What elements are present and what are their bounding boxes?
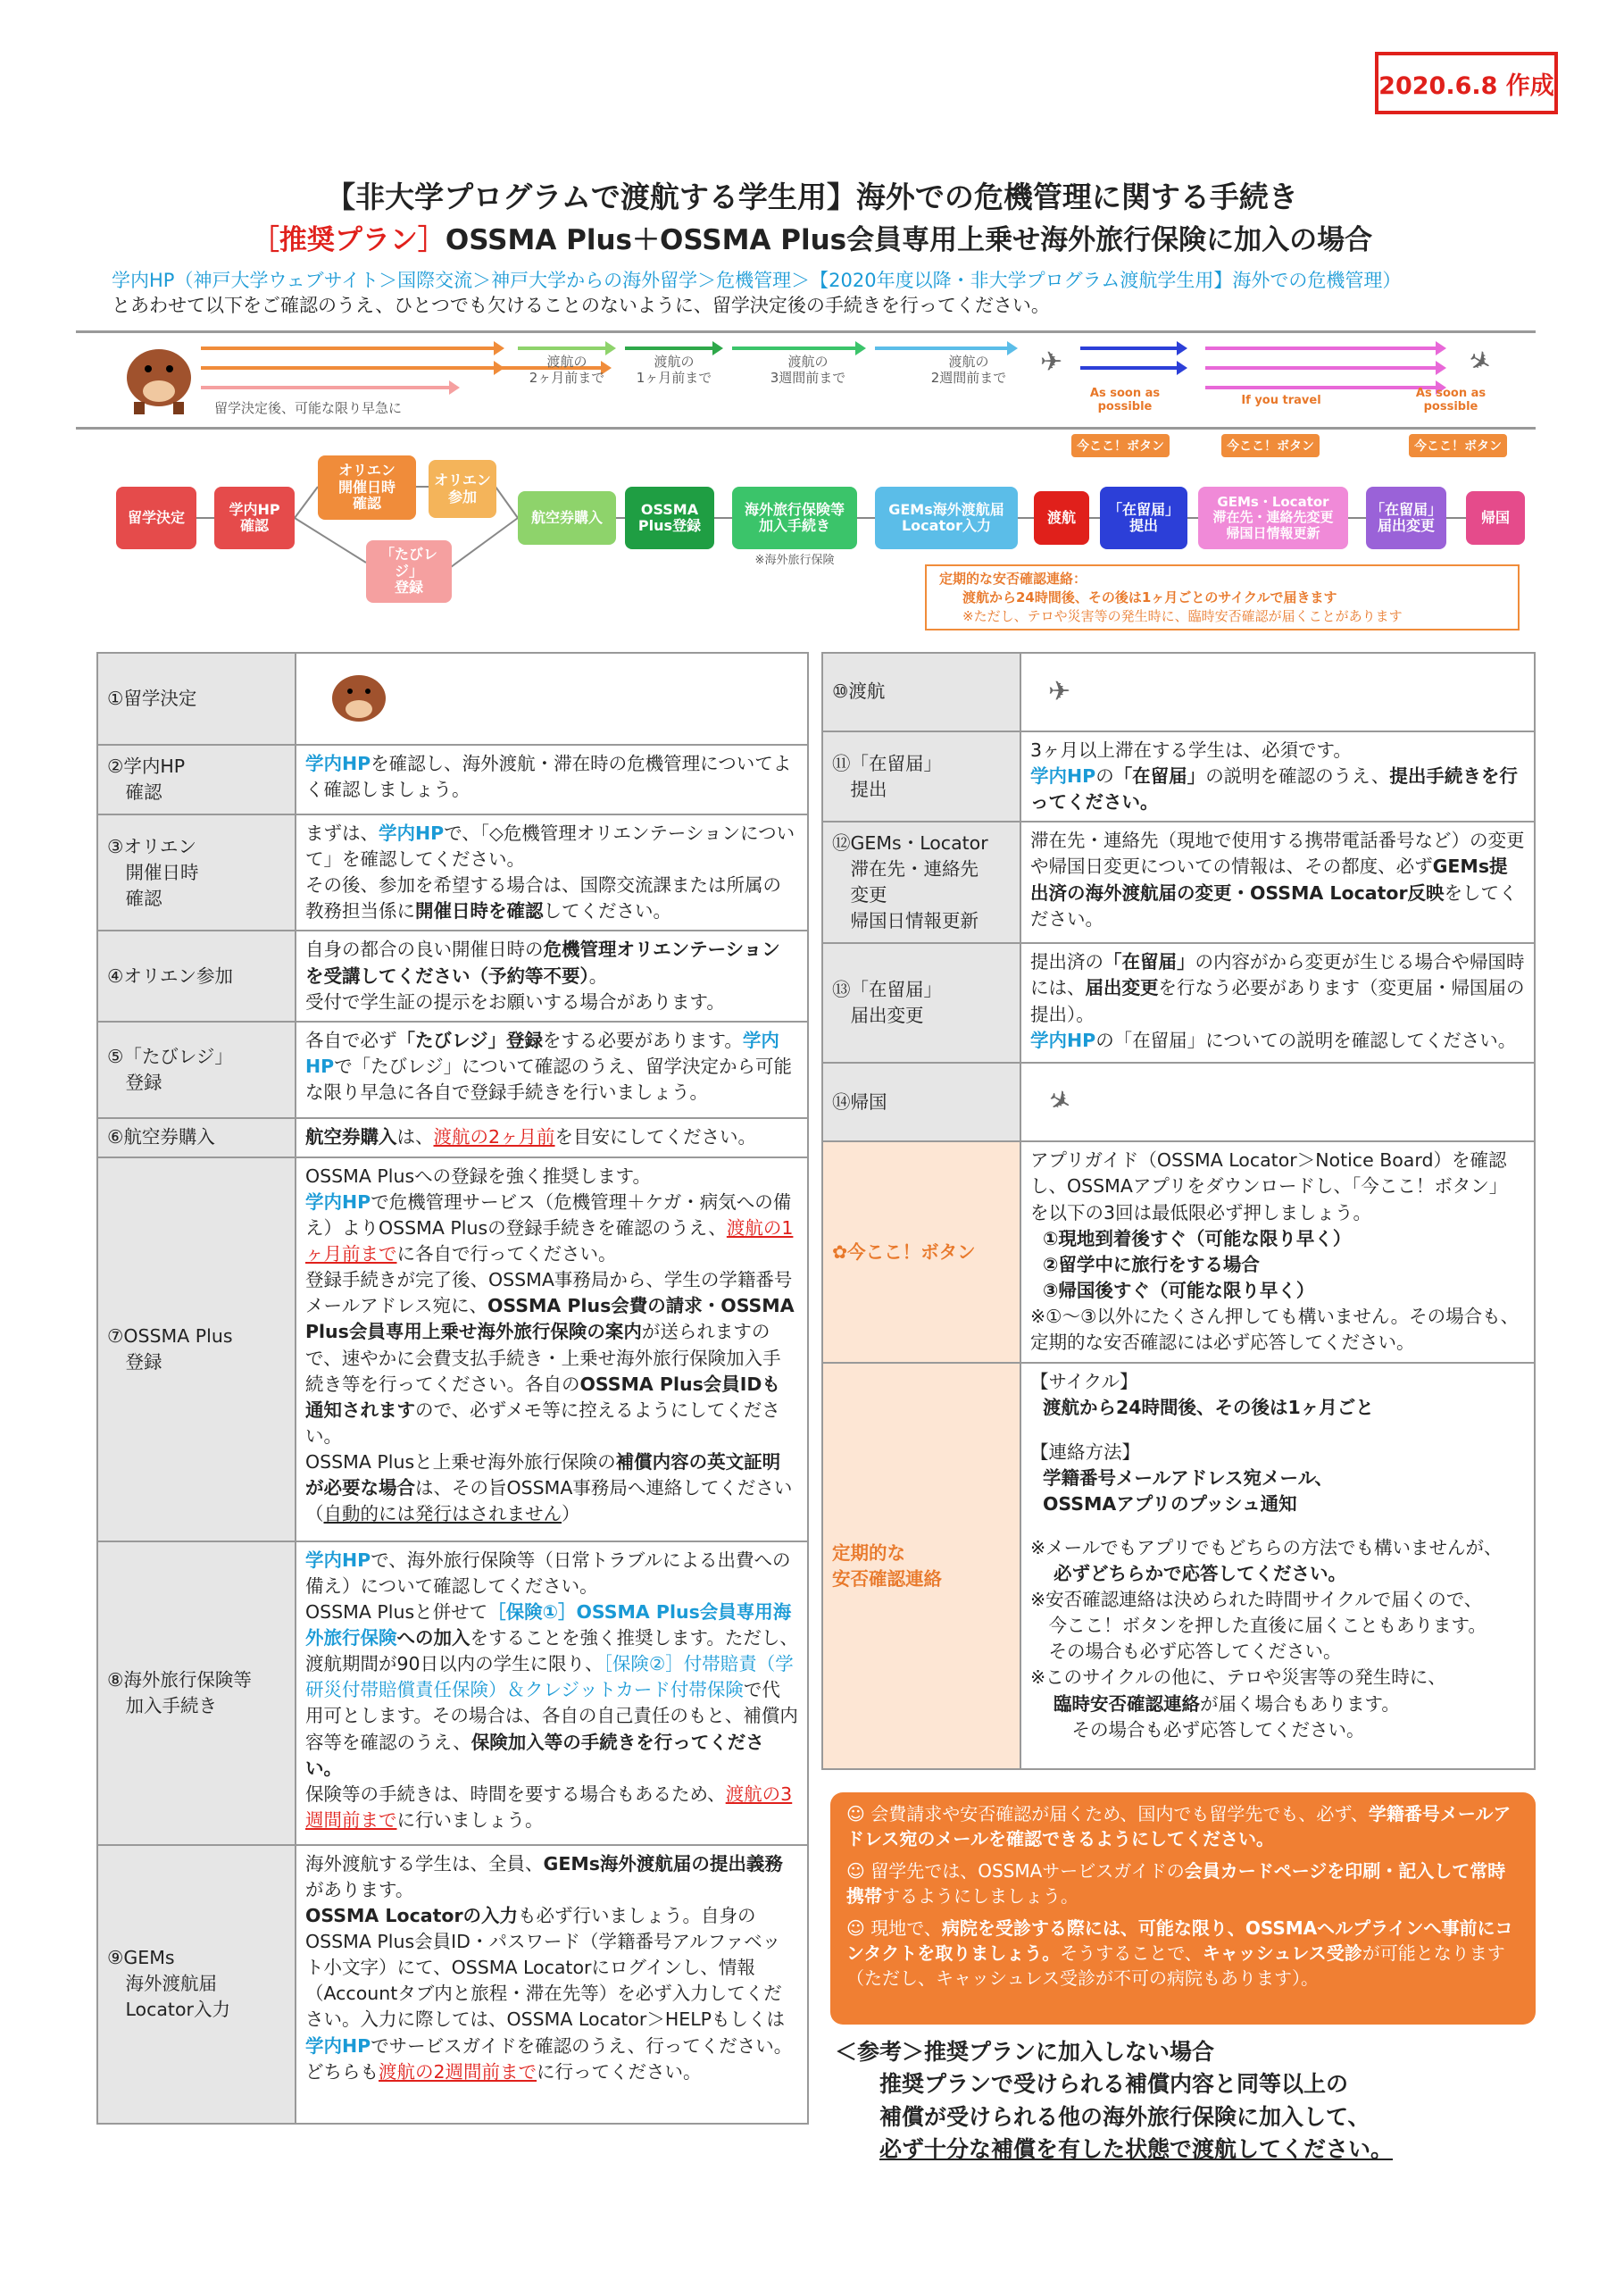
cell-text: で代用可とします。その場合は、各自の自己責任のもと、補償内容等を確認のうえ、	[305, 1679, 798, 1753]
cell-text: をする必要があります。	[543, 1029, 743, 1051]
flow-gems-locator: GEMs海外渡航届 Locator入力	[875, 487, 1018, 549]
reference-line: 推奨プランで受けられる補償内容と同等以上の	[879, 2071, 1349, 2098]
cell-text: の「在留届」についての説明を確認してください。	[1095, 1029, 1517, 1051]
boar-mascot-icon	[323, 659, 395, 731]
plane-return-icon: ✈	[1462, 343, 1498, 381]
tip-text-bold: 会員カードページを印刷・記入して常時携帯	[846, 1860, 1506, 1907]
table-row	[97, 1157, 808, 1541]
safety-check-note	[925, 564, 1520, 630]
tip-text: が可能となります（ただし、キャッシュレス受診が不可の病院もあります）。	[846, 1942, 1505, 1989]
table-row	[97, 1845, 808, 2124]
flow-hp-check: 学内HP 確認	[214, 487, 295, 549]
flow-insurance: 海外旅行保険等 加入手続き	[732, 487, 857, 549]
hp-path-link[interactable]: 学内HP（神戸大学ウェブサイト＞国際交流＞神戸大学からの海外留学＞危機管理＞【2020年度以降・非大学プログラム渡航学生用】海外での危機管理）	[112, 270, 1402, 291]
safety-note-cycle: 渡航から24時間後、その後は1ヶ月ごとのサイクルで届きます	[962, 589, 1337, 605]
reference-line: 必ず十分な補償を有した状態で渡航してください。	[879, 2135, 1394, 2162]
insurance-2-label: ［保険②］付帯賠責（学研災付帯賠償責任保険）＆クレジットカード付帯保険	[305, 1653, 794, 1701]
cell-text: 提出済の	[1030, 951, 1103, 973]
deadline-text: 渡航の2ヶ月前	[433, 1125, 555, 1148]
recommended-plan-label: ［推奨プラン］	[251, 224, 446, 256]
cell-text-bold: 保険加入等の手続きを行ってください。	[305, 1731, 764, 1779]
row-label: ⑧海外旅行保険等 加入手続き	[97, 1541, 296, 1845]
cell-text: の内容がから変更が生じる場合や帰国時には、	[1030, 951, 1525, 999]
timeline-1month: 渡航の 1ヶ月前まで	[636, 354, 712, 386]
flow-residence-change: 「在留届」 届出変更	[1366, 487, 1446, 549]
plane-return-icon: ✈	[1042, 1082, 1078, 1122]
asap-label-1: As soon as possible	[1089, 387, 1161, 413]
cell-text-bold: 開催日時を確認	[415, 900, 544, 923]
table-row	[97, 1118, 808, 1157]
row-label: ④オリエン参加	[97, 931, 296, 1021]
table-row	[97, 745, 808, 814]
cell-text-bold: 補償内容の英文証明が必要な場合	[305, 1450, 781, 1499]
reference-heading: ＜参考＞推奨プランに加入しない場合	[835, 2039, 1215, 2065]
table-row	[97, 653, 808, 745]
plane-depart-icon: ✈	[1048, 675, 1071, 707]
cell-text-bold: 臨時安否確認連絡	[1054, 1692, 1200, 1715]
cell-text: は、	[396, 1125, 434, 1148]
imakoko-timing-3: ③帰国後すぐ（可能な限り早く）	[1043, 1279, 1315, 1301]
tip-2	[846, 1858, 1520, 1908]
row-label: ③オリエン 開催日時 確認	[97, 814, 296, 931]
row-label: ⑪「在留届」 提出	[822, 731, 1020, 822]
cell-text: も必ず行いましょう。自身のOSSMA Plus会員ID・パスワード（学籍番号アルファベット小文字）にて、OSSMA Locatorにログインし、情報（Accountタブ内と旅程・滞在先等）を必ず入力してください。入力に際しては、OSSMA Locator＞HELPもしくは	[305, 1904, 785, 2031]
hp-link[interactable]: 学内HP	[305, 2034, 371, 2057]
cell-text-bold: 「在留届」	[1113, 765, 1206, 788]
reference-note	[835, 2036, 1393, 2166]
cell-text: に各自で行ってください。 登録手続きが完了後、OSSMA事務局から、学生の学籍番号メールアドレス宛に、	[305, 1243, 793, 1317]
tip-text-bold: 病院を受診する際には、可能な限り、OSSMAヘルプラインへ事前にコンタクトを取りましょう。	[846, 1917, 1513, 1964]
row-label: ⑦OSSMA Plus 登録	[97, 1157, 296, 1541]
table-row	[97, 814, 808, 931]
cell-text: を目安にしてください。	[554, 1125, 757, 1148]
cell-text: 保険等の手続きは、時間を要する場合もあるため、	[305, 1783, 726, 1805]
right-procedure-table	[821, 652, 1536, 1770]
hp-link[interactable]: 学内HP	[305, 1549, 371, 1571]
flow-orientation-date: オリエン 開催日時 確認	[318, 455, 416, 520]
hp-link[interactable]: 学内HP	[305, 753, 371, 774]
flow-air-ticket: 航空券購入	[518, 491, 616, 545]
cell-text: があります。	[305, 1878, 414, 1900]
cell-text: の説明を確認のうえ、	[1205, 765, 1390, 788]
cell-text: してください。	[543, 900, 671, 923]
cell-text-bold: 必ずどちらかで応答してください。	[1054, 1562, 1346, 1584]
method-heading: 【連絡方法】	[1030, 1440, 1140, 1463]
cell-text-bold: OSSMA Plus会員IDも通知されます	[305, 1373, 780, 1421]
imakoko-timing-1: ①現地到着後すぐ（可能な限り早く）	[1043, 1227, 1352, 1249]
cell-text-bold: GEMs提出済の海外渡航届の変更・OSSMA Locator反映	[1030, 856, 1508, 904]
cell-text: ※メールでもアプリでもどちらの方法でも構いませんが、	[1030, 1536, 1503, 1558]
row-label: ⑬「在留届」 届出変更	[822, 943, 1020, 1063]
cell-text: 3ヶ月以上滞在する学生は、必須です。	[1030, 739, 1352, 761]
table-row	[97, 931, 808, 1021]
cell-text-bold: OSSMA Plus会費の請求・OSSMA Plus会員専用上乗せ海外旅行保険の案内	[305, 1295, 795, 1343]
cell-text: をすることを強く推奨します。ただし、渡航期間が90日以内の学生に限り、	[305, 1627, 798, 1675]
flow-insurance-note: ※海外旅行保険	[754, 554, 835, 567]
hp-link[interactable]: 学内HP	[305, 1029, 779, 1077]
cell-text: に行いましょう。	[396, 1808, 544, 1831]
imakoko-button-3[interactable]: 今ここ！ボタン	[1409, 434, 1507, 457]
row-label-imakoko: ✿今ここ！ボタン	[822, 1141, 1020, 1363]
cell-text-bold: OSSMA Locatorの入力	[305, 1904, 519, 1926]
imakoko-timing-2: ②留学中に旅行をする場合	[1043, 1253, 1260, 1275]
cell-text: 滞在先・連絡先（現地で使用する携帯電話番号など）の変更や帰国日変更についての情報は、その都度、必ず	[1030, 830, 1525, 878]
timeline-asap: 留学決定後、可能な限り早急に	[214, 400, 403, 416]
row-label-safety: 定期的な 安否確認連絡	[822, 1363, 1020, 1769]
table-row	[822, 943, 1535, 1063]
smile-icon: ☺	[846, 1860, 871, 1882]
tip-1	[846, 1801, 1520, 1851]
tip-text: 留学先では、OSSMAサービスガイドの	[870, 1860, 1185, 1882]
cycle-heading: 【サイクル】	[1030, 1371, 1138, 1393]
cell-text: 海外渡航する学生は、全員、	[305, 1852, 544, 1875]
cell-text: 。 受付で学生証の提示をお願いする場合があります。	[305, 964, 725, 1013]
tip-text: するようにしましょう。	[882, 1885, 1079, 1907]
cell-text: で、「◇危機管理オリエンテーションについて」を確認してください。 その後、参加を希望する場合は、国際交流課または所属の教務担当係に	[305, 823, 795, 923]
cycle-value: 渡航から24時間後、その後は1ヶ月ごと	[1043, 1397, 1374, 1419]
flow-ossma-plus: OSSMA Plus登録	[625, 487, 714, 549]
plane-depart-icon: ✈	[1040, 347, 1063, 378]
timeline-2weeks: 渡航の 2週間前まで	[930, 354, 1007, 386]
cell-text: 自身の都合の良い開催日時の	[305, 939, 544, 961]
cell-text: で「たびレジ」について確認のうえ、留学決定から可能な限り早急に各自で登録手続きを行いましょう。	[305, 1055, 792, 1103]
deadline-text: 渡航の1ヶ月前まで	[305, 1216, 794, 1265]
cell-text-bold: GEMs海外渡航届の提出義務	[543, 1852, 783, 1875]
cell-text: が送られますので、速やかに会費支払手続き・上乗せ海外旅行保険加入手続き等を行ってください。各自の	[305, 1321, 781, 1395]
tip-text: 会費請求や安否確認が届くため、国内でも留学先でも、必ず、	[870, 1803, 1369, 1825]
tip-text-bold: キャッシュレス受診	[1202, 1942, 1362, 1964]
row-label: ⑭帰国	[822, 1063, 1020, 1141]
cell-text: を確認し、海外渡航・滞在時の危機管理についてよく確認しましょう。	[305, 753, 792, 801]
page-title: 【非大学プログラムで渡航する学生用】海外での危機管理に関する手続き	[326, 180, 1298, 214]
table-row	[822, 1063, 1535, 1141]
method-value: 学籍番号メールアドレス宛メール、 OSSMAアプリのプッシュ通知	[1043, 1466, 1333, 1515]
cell-text: まずは、	[305, 823, 379, 844]
row-label: ⑨GEMs 海外渡航届 Locator入力	[97, 1845, 296, 2124]
cell-text-bold: 航空券購入	[305, 1125, 397, 1148]
cell-text: ）	[562, 1503, 580, 1525]
flow-departure: 渡航	[1034, 491, 1089, 545]
flow-gems-update: GEMs・Locator 滞在先・連絡先変更 帰国日情報更新	[1198, 487, 1348, 549]
insurance-1-label: ［保険①］OSSMA Plus会員専用海外旅行保険	[305, 1600, 792, 1649]
timeline-2months: 渡航の 2ヶ月前まで	[529, 354, 605, 386]
cell-text: ので、必ずメモ等に控えるようにしてください。 OSSMA Plusと上乗せ海外旅行保険の	[305, 1399, 780, 1473]
table-row	[822, 1141, 1535, 1363]
table-row	[822, 1363, 1535, 1769]
tip-text: そうすることで、	[1060, 1942, 1203, 1964]
flow-residence-report: 「在留届」 提出	[1100, 487, 1187, 549]
row-label: ⑫GEMs・Locator 滞在先・連絡先 変更 帰国日情報更新	[822, 822, 1020, 943]
flow-orientation-join: オリエン 参加	[429, 460, 496, 518]
deadline-text: 渡航の2週間前まで	[379, 2060, 537, 2083]
tip-3	[846, 1916, 1520, 1991]
smile-icon: ☺	[846, 1917, 871, 1939]
row-label: ⑥航空券購入	[97, 1118, 296, 1157]
plan-name: OSSMA Plus＋OSSMA Plus会員専用上乗せ海外旅行保険に加入の場合	[445, 224, 1373, 256]
cell-text-bold: 危機管理オリエンテーションを受講してください（予約等不要）	[305, 939, 780, 987]
cell-text: で、海外旅行保険等（日常トラブルによる出費への備え）について確認してください。 OSSMA Plusと併せて	[305, 1549, 791, 1623]
cell-text-bold: 提出手続きを行ってください。	[1030, 765, 1518, 814]
row-label: ②学内HP 確認	[97, 745, 296, 814]
safety-note-title: 定期的な安否確認連絡：	[939, 571, 1087, 587]
if-you-travel-label: If you travel	[1241, 394, 1321, 407]
table-row	[822, 653, 1535, 731]
left-procedure-table	[96, 652, 809, 2125]
hp-link[interactable]: 学内HP	[379, 823, 445, 844]
imakoko-button-1[interactable]: 今ここ！ボタン	[1071, 434, 1170, 457]
table-row	[822, 822, 1535, 943]
tip-text: 現地で、	[870, 1917, 942, 1939]
cell-text: アプリガイド（OSSMA Locator＞Notice Board）を確認し、OSSMAアプリをダウンロードし、「今ここ！ボタン」を以下の3回は最低限必ず押しましょう。	[1030, 1149, 1508, 1223]
safety-note-caveat: ※ただし、テロや災害等の発生時に、臨時安否確認が届くことがあります	[962, 608, 1403, 624]
smile-icon: ☺	[846, 1803, 871, 1825]
cell-text: で危機管理サービス（危機管理＋ケガ・病気への備え）よりOSSMA Plusの登録手続きを確認のうえ、	[305, 1190, 792, 1239]
cell-text: ※安否確認連絡は決められた時間サイクルで届くので、 今ここ！ボタンを押した直後に届くこともあります。 その場合も必ず応答してください。 ※このサイクルの他に、テロや災害等の発生時に、	[1030, 1589, 1487, 1689]
flow-return: 帰国	[1466, 491, 1525, 545]
row-label: ⑤「たびレジ」 登録	[97, 1022, 296, 1118]
hp-link[interactable]: 学内HP	[1030, 765, 1096, 788]
tip-text-bold: 学籍番号メールアドレス宛のメールを確認できるようにしてください。	[846, 1803, 1512, 1850]
row-label: ⑩渡航	[822, 653, 1020, 731]
row-label: ①留学決定	[97, 653, 296, 745]
cell-text: をしてください。	[1030, 881, 1518, 930]
imakoko-button-2[interactable]: 今ここ！ボタン	[1221, 434, 1320, 457]
reference-line: 補償が受けられる他の海外旅行保険に加入して、	[879, 2103, 1370, 2130]
instruction-text: とあわせて以下をご確認のうえ、ひとつでも欠けることのないように、留学決定後の手続きを行ってください。	[112, 295, 1050, 316]
cell-text-bold: 「たびレジ」登録	[396, 1029, 543, 1051]
cell-text: は、その旨OSSMA事務局へ連絡してください（	[305, 1477, 793, 1525]
flow-tabireji: 「たびレジ」 登録	[366, 540, 452, 603]
date-label: 2020.6.8 作成	[1375, 52, 1558, 114]
tips-box	[830, 1792, 1536, 2025]
cell-text: OSSMA Plusへの登録を強く推奨します。	[305, 1165, 651, 1187]
flow-study-decision: 留学決定	[116, 487, 196, 549]
table-row	[97, 1541, 808, 1845]
cell-text: を行なう必要があります（変更届・帰国届の提出）。	[1030, 977, 1525, 1025]
cell-text: ※①～③以外にたくさん押しても構いません。その場合も、定期的な安否確認には必ず応答してください。	[1030, 1305, 1520, 1354]
table-row	[97, 1022, 808, 1118]
cell-text-bold: への加入	[396, 1627, 471, 1649]
cell-text: が届く場合もあります。 その場合も必ず応答してください。	[1071, 1692, 1400, 1741]
cell-text: 各自で必ず	[305, 1029, 397, 1051]
cell-text-underline: 自動的には発行はされません	[323, 1503, 562, 1525]
cell-text: に行ってください。	[537, 2060, 702, 2083]
table-row	[822, 731, 1535, 822]
timeline-3weeks: 渡航の 3週間前まで	[770, 354, 846, 386]
hp-link[interactable]: 学内HP	[305, 1190, 371, 1213]
cell-text-bold: 届出変更	[1085, 977, 1159, 999]
cell-text-bold: 「在留届」	[1103, 951, 1195, 973]
hp-link[interactable]: 学内HP	[1030, 1029, 1096, 1051]
cell-text: でサービスガイドを確認のうえ、行ってください。 どちらも	[305, 2034, 793, 2083]
asap-label-2: As soon as possible	[1415, 387, 1487, 413]
deadline-text: 渡航の3週間前まで	[305, 1783, 793, 1831]
cell-text: の	[1095, 765, 1114, 788]
